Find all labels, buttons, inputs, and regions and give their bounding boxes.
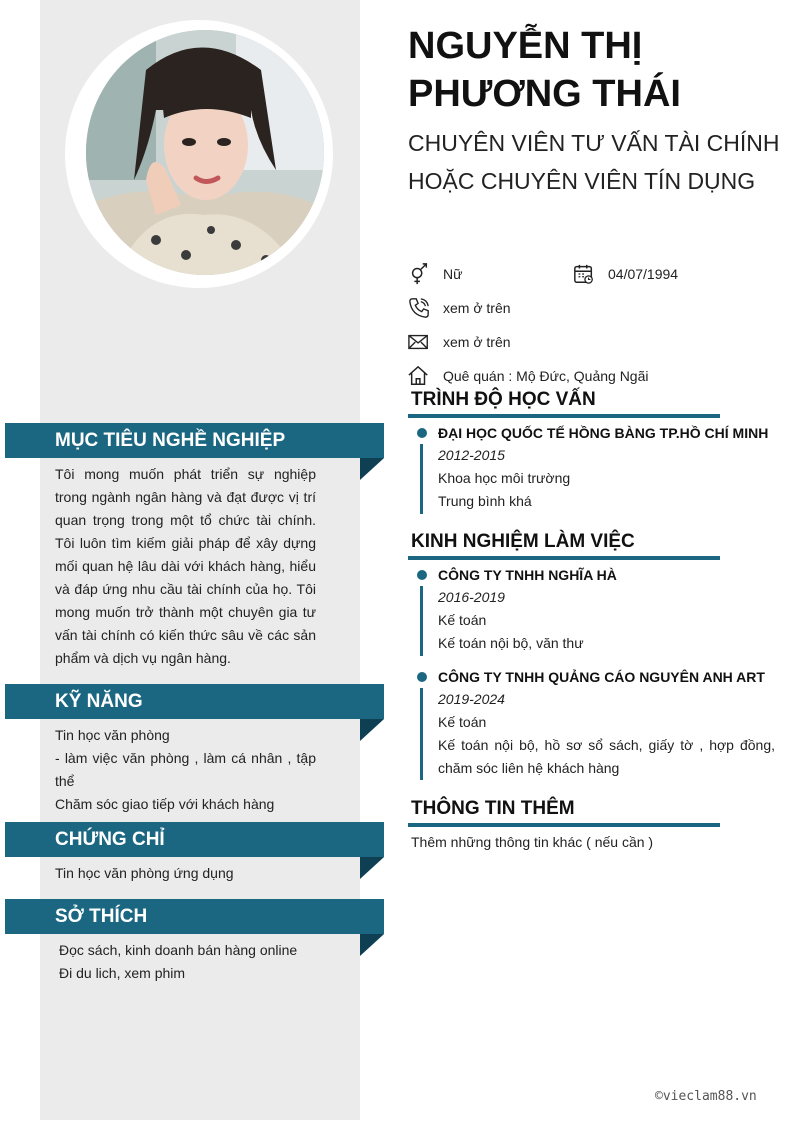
hobbies-heading: SỞ THÍCH — [5, 899, 384, 934]
extra-text: Thêm những thông tin khác ( nếu cần ) — [411, 834, 654, 850]
experience-rule — [408, 556, 720, 560]
experience-company: CÔNG TY TNHH NGHĨA HÀ — [438, 567, 617, 583]
education-school: ĐẠI HỌC QUỐC TẾ HỒNG BÀNG TP.HỒ CHÍ MINH — [438, 425, 769, 441]
skills-heading: KỸ NĂNG — [5, 684, 384, 719]
envelope-icon — [408, 331, 430, 353]
education-bullet — [417, 428, 427, 438]
hobbies-list — [59, 939, 320, 985]
experience-description: Kế toán nội bộ, hồ sơ sổ sách, giấy tờ , hợp đồng, chăm sóc liên hệ khách hàng — [438, 737, 775, 776]
extra-rule — [408, 823, 720, 827]
hobbies-heading-fold — [360, 934, 384, 956]
calendar-icon — [573, 263, 595, 285]
certificates-list — [55, 862, 316, 885]
objective-text: Tôi mong muốn phát triển sự nghiệp trong ngành ngân hàng và đạt được vị trí quan trọng trong một tổ chức tài chính. Tôi luôn tìm kiếm giải pháp để xây dựng mối quan hệ lâu dài với khách hàng, hiểu và đáp ứng nhu cầu tài chính của họ. Tôi mong muốn trở thành một chuyên gia tư vấn tài chính có kiến thức sâu về các sản phẩm và dịch vụ ngân hàng. — [55, 466, 316, 666]
education-rule — [408, 414, 720, 418]
skills-list — [55, 724, 316, 816]
phone-icon — [408, 297, 430, 319]
experience-description: Kế toán nội bộ, văn thư — [438, 635, 584, 651]
birthday-value: 04/07/1994 — [608, 266, 679, 282]
skill-item: Chăm sóc giao tiếp với khách hàng — [55, 796, 275, 812]
experience-company: CÔNG TY TNHH QUẢNG CÁO NGUYÊN ANH ART — [438, 669, 765, 685]
objective-heading-fold — [360, 458, 384, 480]
experience-heading: KINH NGHIỆM LÀM VIỆC — [411, 531, 635, 552]
certificate-item: Tin học văn phòng ứng dụng — [55, 865, 234, 881]
objective-heading: MỤC TIÊU NGHỀ NGHIỆP — [5, 423, 384, 458]
experience-timeline — [420, 586, 423, 656]
experience-period: 2016-2019 — [438, 589, 505, 605]
gender-value: Nữ — [443, 266, 463, 282]
experience-period: 2019-2024 — [438, 691, 505, 707]
certificates-heading: CHỨNG CHỈ — [5, 822, 384, 857]
skill-item: Tin học văn phòng — [55, 727, 170, 743]
education-major: Khoa học môi trường — [438, 470, 571, 486]
candidate-name — [408, 22, 788, 118]
extra-heading: THÔNG TIN THÊM — [411, 798, 575, 819]
name-line-1: NGUYỄN THỊ — [408, 25, 643, 67]
education-timeline — [420, 444, 423, 514]
education-heading: TRÌNH ĐỘ HỌC VẤN — [411, 389, 596, 410]
experience-bullet — [417, 570, 427, 580]
gender-icon — [408, 263, 430, 285]
education-period: 2012-2015 — [438, 447, 505, 463]
avatar — [86, 30, 324, 275]
experience-bullet — [417, 672, 427, 682]
name-line-2: PHƯƠNG THÁI — [408, 73, 681, 115]
watermark: ©vieclam88.vn — [655, 1089, 757, 1104]
hobby-item: Đọc sách, kinh doanh bán hàng online — [59, 942, 298, 958]
skills-heading-fold — [360, 719, 384, 741]
experience-role: Kế toán — [438, 612, 487, 628]
hobby-item: Đi du lich, xem phim — [59, 965, 186, 981]
experience-timeline — [420, 688, 423, 780]
home-icon — [408, 365, 430, 387]
certificates-heading-fold — [360, 857, 384, 879]
email-value: xem ở trên — [443, 334, 511, 350]
experience-role: Kế toán — [438, 714, 487, 730]
phone-value: xem ở trên — [443, 300, 511, 316]
education-grade: Trung bình khá — [438, 493, 532, 509]
address-value: Quê quán : Mộ Đức, Quảng Ngãi — [443, 368, 649, 384]
job-title: CHUYÊN VIÊN TƯ VẤN TÀI CHÍNH HOẶC CHUYÊN VIÊN TÍN DỤNG — [408, 130, 780, 194]
skill-item: - làm việc văn phòng , làm cá nhân , tập thể — [55, 750, 316, 789]
